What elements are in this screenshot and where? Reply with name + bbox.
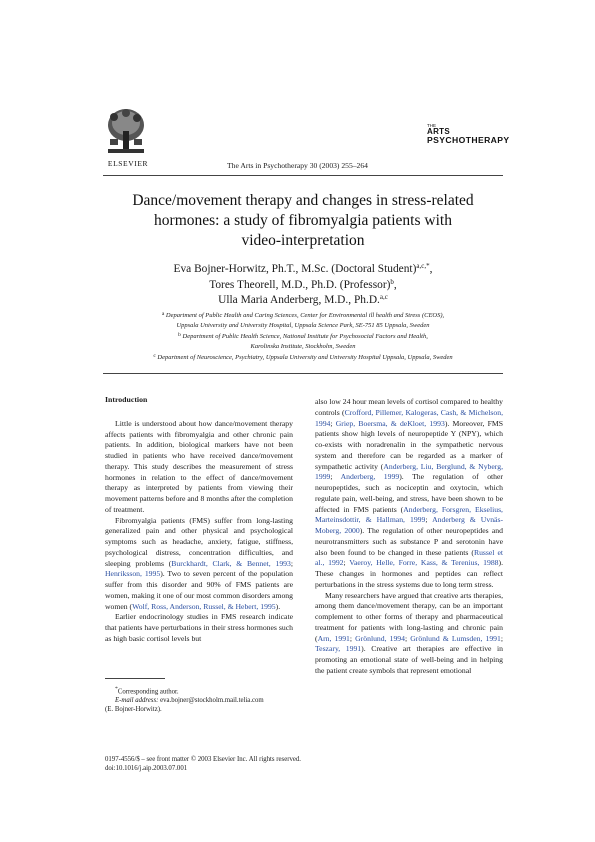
affiliation-line: Uppsala University and University Hospital, Uppsala Science Park, SE-751 85 Uppsala, Sweden <box>176 322 430 330</box>
paragraph-text: ; <box>330 418 336 428</box>
email-label: E-mail address: <box>115 697 159 705</box>
author: Eva Bojner-Horwitz, Ph.T., M.Sc. (Doctoral Student)$^{a,c,*}$, <box>173 262 433 275</box>
citation-link[interactable]: Teszary, 1991 <box>315 644 362 654</box>
paragraph-text: ; <box>425 515 433 525</box>
citation-link[interactable]: Henriksson, 1995 <box>105 569 161 579</box>
journal-logo <box>427 123 510 145</box>
paragraph-text: ; <box>500 633 503 643</box>
citation-link[interactable]: Russel et al., 1992 <box>315 547 503 568</box>
paragraph <box>105 419 293 516</box>
header-rule <box>103 175 503 176</box>
citation-link[interactable]: Anderberg & Uvnäs-Moberg, 2000 <box>315 515 503 535</box>
copyright-line: 0197-4556/$ – see front matter © 2003 Elsevier Inc. All rights reserved. <box>105 756 301 763</box>
paragraph-text: Little is understood about how dance/movement therapy affects patients with fibromyalgia and other chronic pain patients. In addition, biological markers have not been studied in patients who have received dance/movement therapy. This study describes the measurement of stress hormones in relation to the effect of dance/movement therapy as interpreted by patients from viewing their movement patterns before and 8 months after the completion of treatment. <box>105 418 293 514</box>
paragraph-text: ). The regulation of other neuropeptides, such as nociceptin and oxytocin, which regulate pain, well-being, and stress, have been shown to be affected in FMS patients ( <box>315 472 503 514</box>
journal-logo-psychotherapy: PSYCHOTHERAPY <box>427 135 510 145</box>
paragraph-text: ). Two to seven percent of the population suffer from this disorder and 90% of FMS patients are women, making it one of our most common disorders among women ( <box>105 569 293 611</box>
affiliation-line: $^a$ Department of Public Health and Caring Sciences, Center for Environmental ill health and Stress (CEOS), <box>161 311 445 319</box>
journal-logo-the: THE <box>427 123 436 128</box>
body-column-right <box>315 397 503 677</box>
author-affil-marker: a,c <box>379 293 388 301</box>
citation-link[interactable]: Vaeroy, Helle, Forre, Kass, & Terenius, 1988 <box>349 558 499 568</box>
paragraph <box>105 516 293 613</box>
title-line: hormones: a study of fibromyalgia patients with <box>154 212 452 229</box>
paragraph-text: ). These changes in hormones and peptides can reflect perturbations in the stress systems due to long term stress. <box>315 558 504 589</box>
section-heading: Introduction <box>105 395 148 404</box>
citation-link[interactable]: Grönlund & Lumsden, 1991 <box>410 633 501 643</box>
author-affil-marker: b <box>390 277 394 286</box>
affiliation-line: $^b$ Department of Public Health Science, National Institute for Psychosocial Factors and Health, <box>178 331 428 340</box>
title-line: video-interpretation <box>241 232 365 249</box>
citation-link[interactable]: Burckhardt, Clark, & Bennet, 1993 <box>171 558 291 568</box>
paragraph-text: ). Creative art therapies are effective in promoting an emotional state of well-being and in helping the patient create symbols that represent emotional <box>315 644 504 675</box>
author-name-note: (E. Bojner-Horwitz). <box>105 706 162 714</box>
citation-link[interactable]: Anderberg, Liu, Berglund, & Nyberg, 1999 <box>315 461 503 482</box>
footnote: *Corresponding author. E-mail address: eva.bojner@stockholm.mail.telia.com (E. Bojner-Horwitz). <box>105 685 295 714</box>
paragraph-text: Earlier endocrinology studies in FMS research indicate that patients have perturbations in their stress hormones such as high basic cortisol levels but <box>105 612 293 643</box>
journal-citation: The Arts in Psychotherapy 30 (2003) 255–264 <box>227 161 368 170</box>
citation-link[interactable]: Crofford, Pillemer, Kalogeras, Cash, & Michelson, 1994 <box>315 407 503 428</box>
paragraph <box>315 591 503 677</box>
paragraph-text: ; <box>330 472 341 482</box>
section-rule <box>103 373 503 374</box>
paragraph-text: ; <box>290 558 293 568</box>
paragraph-text: Many researchers have argued that creative arts therapies, among them dance/movement therapy, can be an important complement to other forms of therapy and pharmaceutical treatment for patients with long-lasting and chronic pain ( <box>315 590 503 643</box>
citation-link[interactable]: Anderberg, Forsgren, Ekselius, Marteinsdottir, & Hallman, 1999 <box>315 504 503 525</box>
paragraph-text: ; <box>349 633 356 643</box>
paragraph-text: ). The regulation of other neuropeptides and neurotransmitters such as substance P and serotonin have also been found to be changed in these patients ( <box>315 526 503 557</box>
copyright <box>105 755 405 773</box>
citation-link[interactable]: Grönlund, 1994 <box>355 633 405 643</box>
publisher-name: ELSEVIER <box>107 159 149 168</box>
paragraph-text: ). Moreover, FMS patients show high levels of neuropeptide Y (NPY), which co-exists with noradrenalin in the sympathetic nervous system and therefore can be regarded as a marker of sympathetic activity ( <box>315 418 504 471</box>
body-column-left <box>105 395 293 645</box>
footnote-rule <box>105 678 165 679</box>
article-title <box>100 191 506 251</box>
journal-logo-arts: ARTS <box>427 127 450 136</box>
citation-link[interactable]: Griep, Boersma, & deKloet, 1993 <box>335 418 445 428</box>
affiliation-line: $^c$ Department of Neuroscience, Psychiatry, Uppsala University and University Hospital Uppsala, Uppsala, Sweden <box>153 352 453 361</box>
author: Tores Theorell, M.D., Ph.D. (Professor)$^b$, <box>209 277 397 291</box>
paragraph-text: Fibromyalgia patients (FMS) suffer from long-lasting generalized pain and other physical and psychological symptoms such as headache, anxiety, fatigue, stiffness, psychological distress, concentration difficulties, and sleeping problems ( <box>105 515 293 568</box>
author-affil-marker: a,c,* <box>416 262 430 270</box>
affiliation-line: Karolinska Institute, Stockholm, Sweden <box>250 343 356 351</box>
affiliations <box>100 311 506 363</box>
paragraph <box>105 612 293 644</box>
title-line: Dance/movement therapy and changes in stress-related <box>132 192 474 209</box>
email-link[interactable]: eva.bojner@stockholm.mail.telia.com <box>160 697 264 705</box>
doi-line[interactable]: doi:10.1016/j.aip.2003.07.001 <box>105 765 188 772</box>
paragraph-text: ; <box>405 633 411 643</box>
paragraph <box>315 397 503 591</box>
author: Ulla Maria Anderberg, M.D., Ph.D.$^{a,c}$ <box>218 293 388 306</box>
citation-link[interactable]: Arn, 1991 <box>317 633 350 643</box>
paragraph-text: ; <box>343 558 350 568</box>
citation-link[interactable]: Wolf, Ross, Anderson, Russel, & Hebert, 1995 <box>132 601 276 611</box>
paragraph-text: also low 24 hour mean levels of cortisol compared to healthy controls ( <box>315 397 503 417</box>
corresponding-author-note: Corresponding author. <box>117 688 179 696</box>
paragraph-text: ). <box>275 601 281 611</box>
author-list <box>100 262 506 309</box>
citation-link[interactable]: Anderberg, 1999 <box>340 472 400 482</box>
